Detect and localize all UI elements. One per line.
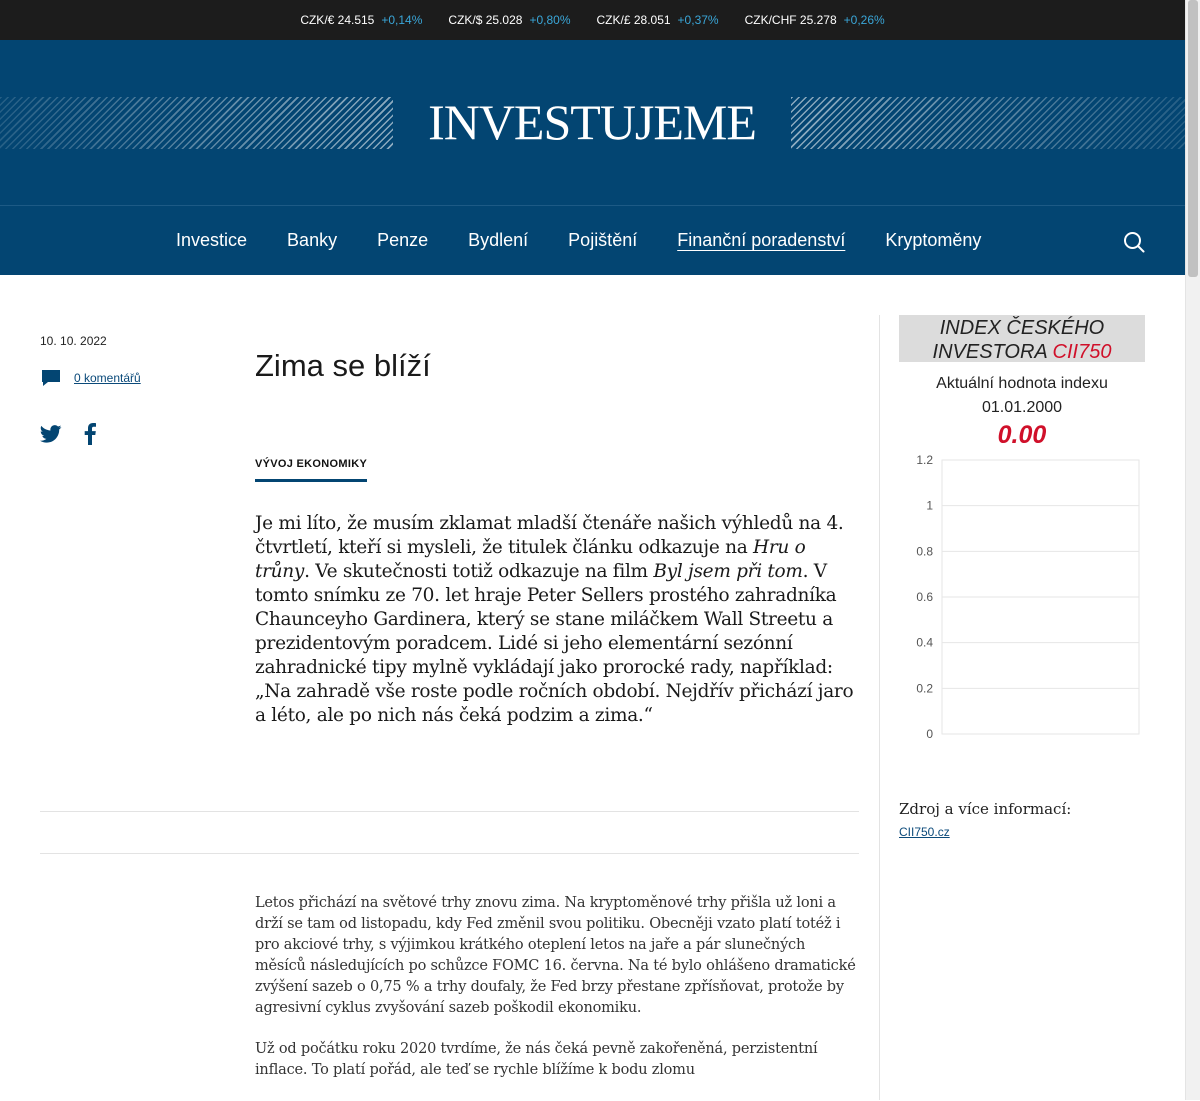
perex-emphasis: Byl jsem při tom: [653, 561, 803, 582]
currency-ticker: [0, 0, 1185, 40]
nav-item-investice[interactable]: Investice: [176, 230, 248, 250]
ticker-rate-usd: [448, 13, 570, 27]
y-tick-label: 0: [926, 727, 933, 741]
y-tick-label: 0.6: [916, 590, 933, 604]
widget-title-brand: CII750: [1052, 341, 1112, 363]
article-perex: [255, 512, 860, 728]
y-tick-label: 0.2: [916, 681, 933, 696]
facebook-icon[interactable]: [84, 423, 96, 445]
index-widget: [899, 315, 1145, 450]
index-label: [899, 372, 1145, 420]
nav-item-financni-poradenstvi[interactable]: Finanční poradenství: [677, 230, 846, 250]
perex-text: . V tomto snímku ze 70. let hraje Peter Sellers prostého zahradníka Chaunceyho Gardinera, který se stane miláčkem Wall Streetu a prezidentovým poradcem. Lidé si jeho elementární sezónní zahradnické tipy mylně vykládají jako prorocké rady, například: „Na zahradě vše roste podle ročních období. Nejdřív přichází jaro a léto, ale po nich nás čeká podzim a zima.“: [255, 561, 854, 726]
article-date: 10. 10. 2022: [40, 334, 107, 348]
rate-change: +0,37%: [677, 13, 719, 27]
divider: [40, 811, 859, 812]
nav-item-banky[interactable]: Banky: [287, 230, 338, 250]
divider: [40, 853, 859, 854]
body-paragraph: Už od počátku roku 2020 tvrdíme, že nás čeká pevně zakořeněná, perzistentní inflace. To platí pořád, ale teď se rychle blížíme k bodu zlomu: [255, 1041, 818, 1078]
perex-emphasis: Hru o trůny: [255, 537, 806, 582]
rate-pair: CZK/$ 25.028: [448, 13, 523, 27]
source-link[interactable]: CII750.cz: [899, 825, 950, 839]
ticker-rate-chf: [745, 13, 885, 27]
category-tag[interactable]: VÝVOJ EKONOMIKY: [255, 458, 367, 482]
y-tick-label: 0.4: [916, 635, 933, 650]
rate-change: +0,80%: [529, 13, 571, 27]
social-share: [40, 423, 96, 445]
nav-item-bydleni[interactable]: Bydlení: [468, 230, 529, 250]
rate-pair: CZK/£ 28.051: [596, 13, 671, 27]
site-logo[interactable]: INVESTUJEME: [428, 94, 756, 150]
rate-change: +0,26%: [843, 13, 885, 27]
widget-title-line: INDEX ČESKÉHO: [939, 317, 1105, 339]
twitter-icon[interactable]: [40, 425, 62, 443]
article-title: Zima se blíží: [255, 348, 431, 383]
search-button[interactable]: [1122, 230, 1146, 254]
scrollbar-thumb[interactable]: [1188, 0, 1198, 277]
nav-item-pojisteni[interactable]: Pojištění: [568, 230, 638, 250]
y-tick-label: 1.2: [916, 453, 933, 467]
ticker-rate-gbp: [597, 13, 719, 27]
header-stripes-left: [0, 97, 393, 149]
perex-text: . Ve skutečnosti totiž odkazuje na film: [304, 561, 654, 582]
nav-item-kryptomeny[interactable]: Kryptoměny: [885, 230, 982, 250]
page-scrollbar[interactable]: [1185, 0, 1200, 1100]
comments-link[interactable]: 0 komentářů: [74, 371, 141, 385]
perex-text: Je mi líto, že musím zklamat mladší čtenáře našich výhledů na 4. čtvrtletí, kteří si mysleli, že titulek článku odkazuje na: [255, 513, 844, 558]
widget-title-text: INVESTORA: [932, 341, 1053, 363]
site-header: [0, 40, 1185, 205]
search-icon: [1122, 230, 1146, 254]
main-nav: [0, 205, 1185, 275]
rate-pair: CZK/€ 24.515: [300, 13, 375, 27]
ticker-rate-eur: [300, 13, 422, 27]
rate-change: +0,14%: [381, 13, 423, 27]
index-chart: [899, 445, 1145, 745]
index-value: 0.00: [997, 421, 1047, 449]
widget-title-line: [899, 340, 1145, 364]
header-stripes-right: [791, 97, 1185, 149]
article-body: [255, 893, 860, 1101]
rate-pair: CZK/CHF 25.278: [744, 13, 837, 27]
index-label-text: Aktuální hodnota indexu: [936, 375, 1108, 392]
body-paragraph: Letos přichází na světové trhy znovu zima. Na kryptoměnové trhy přišla už loni a drží se tam od listopadu, kdy Fed změnil svou politiku. Obecněji vzato platí totéž i pro akciové trhy, s výjimkou krátkého oteplení letos na jaře a pár slunečných měsíců následujících po schůzce FOMC 16. června. Na té bylo ohlášeno dramatické zvýšení sazeb o 0,75 % a trhy doufaly, že Fed brzy přestane zpřísňovat, protože by agresivní cyklus zvyšování sazeb poškodil ekonomiku.: [255, 895, 856, 1016]
nav-items: [156, 206, 1001, 275]
sidebar-separator: [879, 315, 880, 1100]
comments-link-group: [40, 368, 141, 388]
nav-item-penze[interactable]: Penze: [377, 230, 429, 250]
widget-title: [899, 315, 1145, 362]
source-label: Zdroj a více informací:: [899, 800, 1072, 818]
y-tick-label: 0.8: [916, 544, 933, 559]
y-tick-label: 1: [926, 498, 933, 513]
comment-icon: [40, 368, 62, 388]
index-date: 01.01.2000: [981, 399, 1063, 416]
